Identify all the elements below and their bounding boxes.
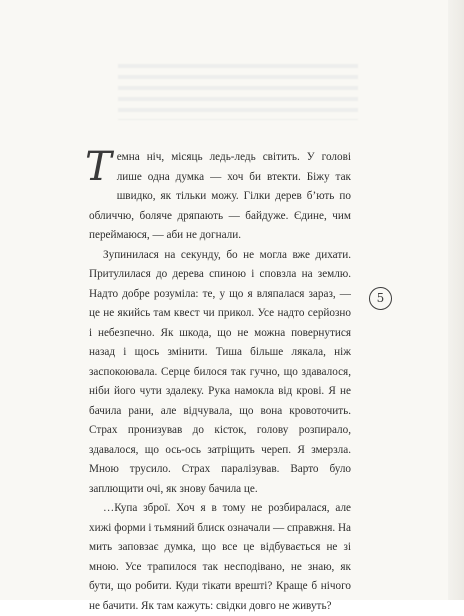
paragraph-1 (85, 144, 351, 246)
bleed-through-text (118, 64, 358, 120)
paragraph-2: Зупинилася на секунду, бо не могла вже дихати. Притулилася до дерева спиною і сповзла на землю. Надто добре розуміла: те, у що я вляпалася зараз, — це не якийсь там квест чи прикол. Усе надто серйозно і небезпечно. Як шкода, що не можна повернутися назад і щось змінити. Тиша більше лякала, ніж заспокоювала. Серце билося так гучно, що здавалося, ніби його чути здалеку. Рука намокла від крові. Я не бачила рани, але відчувала, що вона кровоточить. Страх пронизував до кісток, голову розпирало, здавалося, що ось-ось затріщить череп. Я змерзла. Мною трусило. Страх паралізував. Варто було заплющити очі, як знову бачила це. (89, 248, 351, 495)
drop-cap: Т (85, 144, 112, 190)
paragraph-1-text: емна ніч, місяць ледь-ледь світить. У голові лише одна думка — хоч би втекти. Біжу так швидко, як тільки можу. Гілки дерев б’ють по обличчю, боляче дряпають — байдуже. Єдине, чим переймаюся, — аби не догнали. (89, 151, 351, 241)
chapter-text (85, 144, 351, 616)
page-number-badge: 5 (369, 287, 392, 310)
page-edge-shadow (448, 0, 464, 600)
paragraph-3: …Купа зброї. Хоч я в тому не розбиралася, але хижі форми і тьмяний блиск означали — справжня. На мить заповзає думка, що все це відбувається не зі мною. Усе трапилося так несподівано, не знаю, як бути, що робити. Куди тікати врешті? Краще б нічого не бачити. Як там кажуть: свідки довго не живуть? (89, 502, 351, 612)
